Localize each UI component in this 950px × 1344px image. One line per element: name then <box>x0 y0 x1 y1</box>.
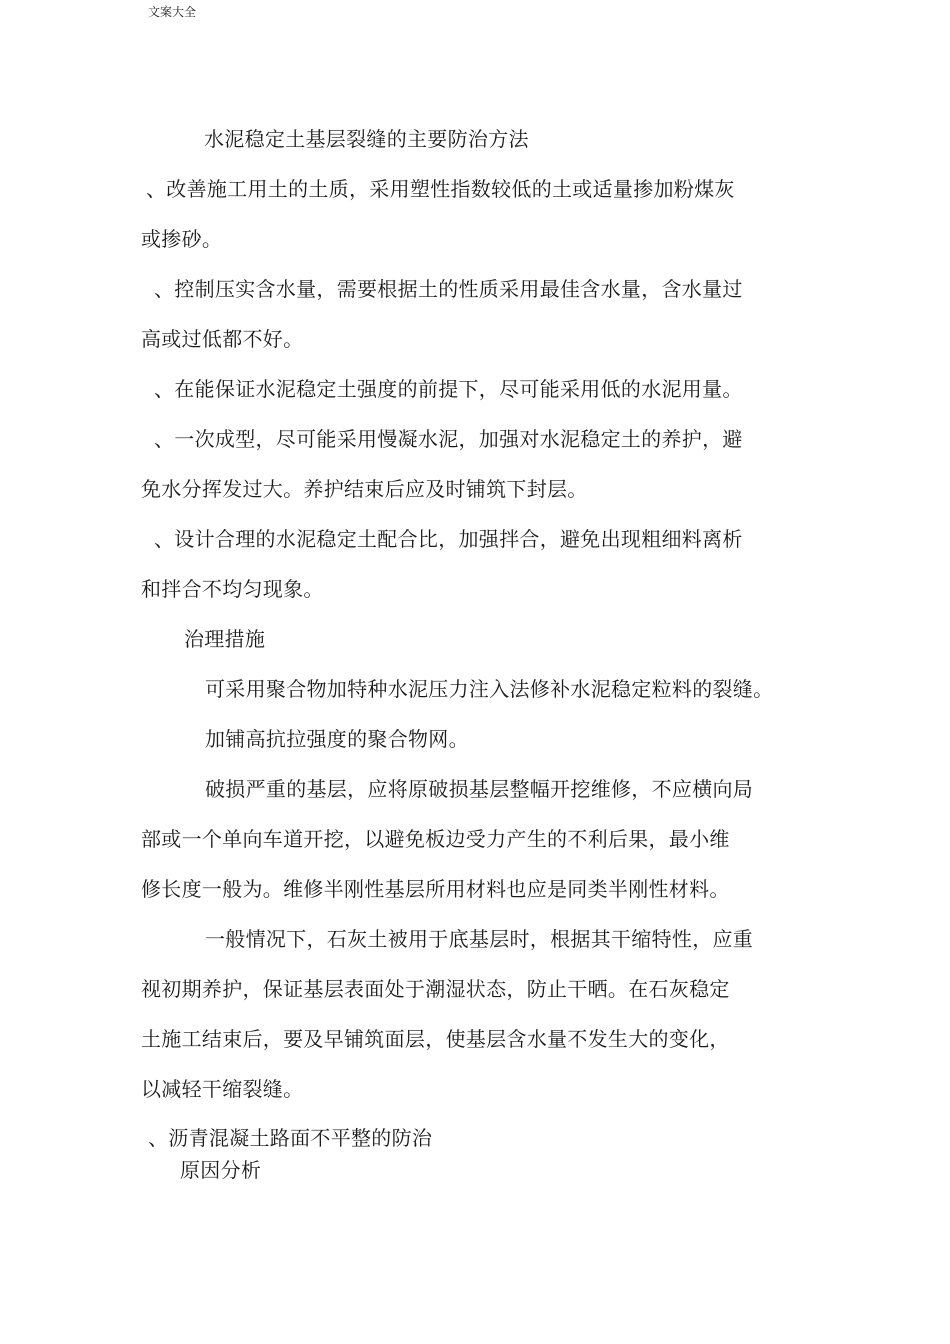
text-line: 高或过低都不好。 <box>141 327 304 351</box>
text-line: 土施工结束后，要及早铺筑面层，使基层含水量不发生大的变化， <box>141 1027 730 1051</box>
text-line: 、在能保证水泥稳定土强度的前提下，尽可能采用低的水泥用量。 <box>154 377 743 401</box>
page-header: 文案大全 <box>148 5 197 19</box>
text-line: 以减轻干缩裂缝。 <box>141 1077 304 1101</box>
text-line: 免水分挥发过大。养护结束后应及时铺筑下封层。 <box>141 477 588 501</box>
text-line: 一般情况下，石灰土被用于底基层时，根据其干缩特性，应重 <box>205 927 754 951</box>
text-line: 或掺砂。 <box>141 227 223 251</box>
text-line: 加铺高抗拉强度的聚合物网。 <box>205 727 469 751</box>
section-heading: 、沥青混凝土路面不平整的防治 <box>148 1126 433 1150</box>
text-line: 、控制压实含水量，需要根据土的性质采用最佳含水量，含水量过 <box>154 277 743 301</box>
text-line: 视初期养护，保证基层表面处于潮湿状态，防止干晒。在石灰稳定 <box>141 977 730 1001</box>
text-line: 、一次成型，尽可能采用慢凝水泥，加强对水泥稳定土的养护，避 <box>154 427 743 451</box>
text-line: 可采用聚合物加特种水泥压力注入法修补水泥稳定粒料的裂缝。 <box>205 677 774 701</box>
section-heading: 治理措施 <box>184 627 266 651</box>
text-line: 部或一个单向车道开挖，以避免板边受力产生的不利后果，最小维 <box>141 827 730 851</box>
subsection-heading: 原因分析 <box>180 1158 262 1182</box>
text-line: 和拌合不均匀现象。 <box>141 577 324 601</box>
text-line: 破损严重的基层，应将原破损基层整幅开挖维修，不应横向局 <box>205 777 754 801</box>
text-line: 修长度一般为。维修半刚性基层所用材料也应是同类半刚性材料。 <box>141 877 730 901</box>
text-line: 、设计合理的水泥稳定土配合比，加强拌合，避免出现粗细料离析 <box>154 527 743 551</box>
text-line: 、改善施工用土的土质，采用塑性指数较低的土或适量掺加粉煤灰 <box>146 177 735 201</box>
document-title: 水泥稳定土基层裂缝的主要防治方法 <box>204 127 529 151</box>
